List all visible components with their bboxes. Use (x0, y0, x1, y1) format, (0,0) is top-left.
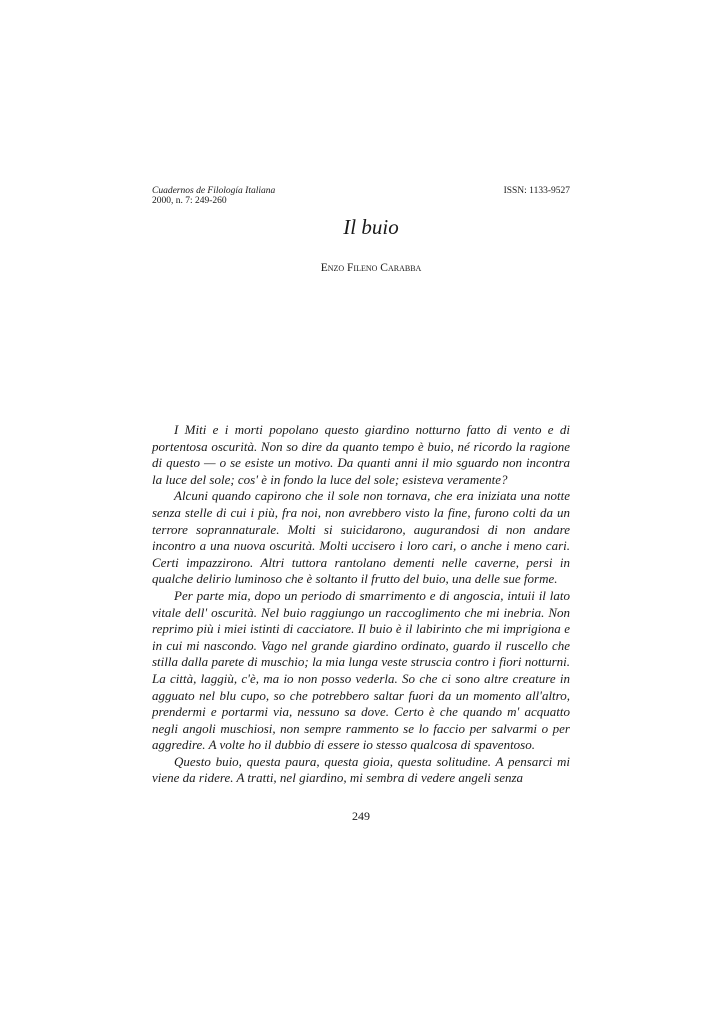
article-title: Il buio (343, 215, 399, 239)
running-header (152, 186, 570, 206)
paragraph: Per parte mia, dopo un periodo di smarrimento e di angoscia, intuii il lato vitale dell' oscurità. Nel buio raggiungo un raccoglimento che mi inebria. Non reprimo più i miei istinti di cacciatore. Il buio è il labirinto che mi imprigiona e in cui mi nascondo. Vago nel grande giardino ordinato, guardo il ruscello che stilla dalla parete di muschio; la mia lunga veste struscia contro i fiori notturni. La città, laggiù, c'è, ma io non posso vederla. So che ci sono altre creature in agguato nel blu cupo, so che potrebbero saltar fuori da un momento all'altro, prendermi e portarmi via, nessuno sa dove. Certo è che quando m' acquatto negli angoli muschiosi, non sempre rammento se lo faccio per salvarmi o per aggredire. A volte ho il dubbio di essere io stesso qualcosa di spaventoso. (152, 587, 570, 753)
article-author: Enzo Fileno Carabba (320, 262, 422, 274)
paragraph: I Miti e i morti popolano questo giardino notturno fatto di vento e di portentosa oscurità. Non so dire da quanto tempo è buio, né ricordo la ragione di questo — o se esiste un motivo. Da quanti anni il mio sguardo non incontra la luce del sole; cos' è in fondo la luce del sole; esisteva veramente? (152, 422, 570, 487)
page-number: 249 (352, 809, 370, 823)
paragraph: Alcuni quando capirono che il sole non tornava, che era iniziata una notte senza stelle di cui i più, fra noi, non avrebbero visto la fine, furono colti da un terrore soprannaturale. Molti si suicidarono, augurandosi di non andare incontro a una nuova oscurità. Molti uccisero i loro cari, o anche i meno cari. Certi impazzirono. Altri tuttora rantolano dementi nelle caverne, persi in qualche delirio luminoso che è soltanto il frutto del buio, una delle sue forme. (152, 488, 570, 587)
article-body (152, 422, 570, 787)
paragraph: Questo buio, questa paura, questa gioia, questa solitudine. A pensarci mi viene da ridere. A tratti, nel giardino, mi sembra di vedere angeli senza (152, 753, 570, 786)
journal-name: Cuadernos de Filología Italiana (152, 186, 276, 196)
issue-info: 2000, n. 7: 249-260 (152, 196, 227, 206)
issn-label: ISSN: 1133-9527 (503, 186, 570, 196)
